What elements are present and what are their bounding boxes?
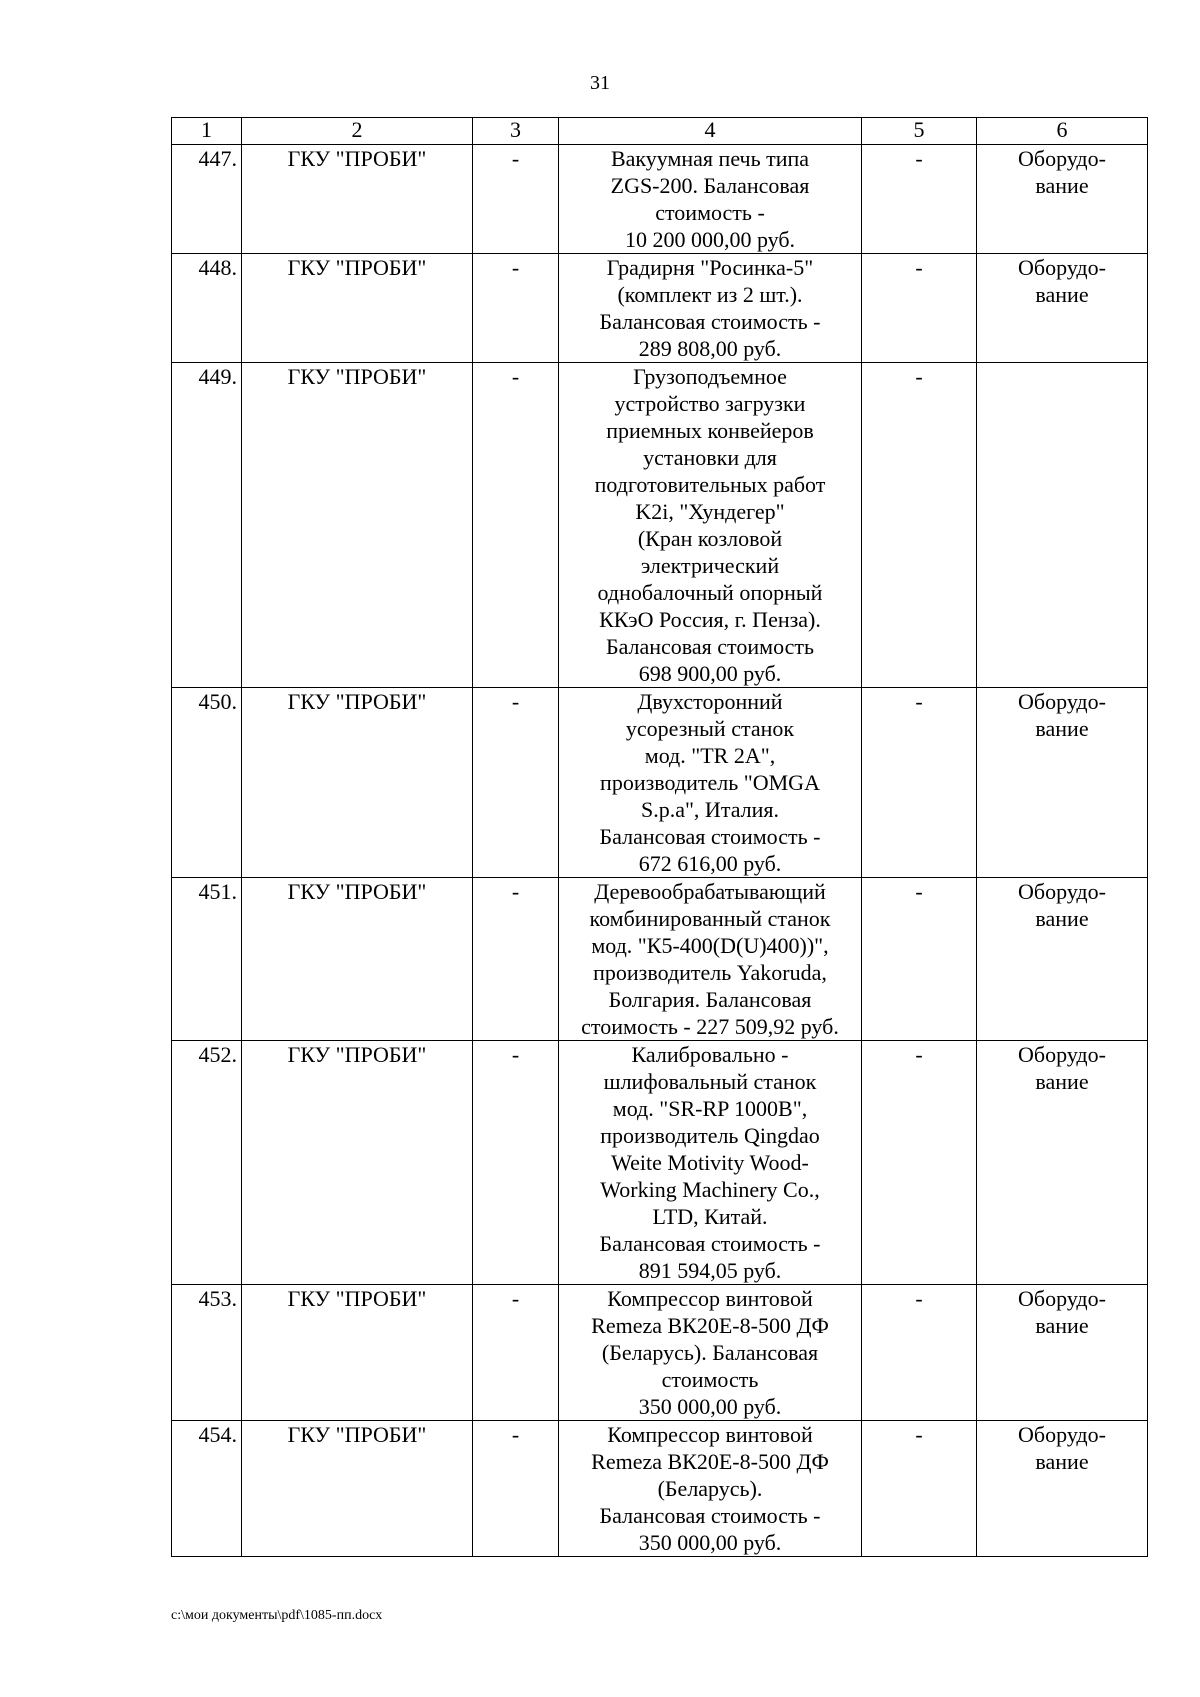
description-line: приемных конвейеров <box>606 418 814 443</box>
description-line: S.p.a", Италия. <box>640 797 780 822</box>
description-cell <box>559 363 862 688</box>
property-type-line: Оборудо- <box>1018 146 1106 171</box>
description-line: Грузоподъемное <box>633 364 787 389</box>
description-line: 289 808,00 руб. <box>638 336 782 361</box>
description-line: Балансовая стоимость - <box>599 824 821 849</box>
table-row <box>172 1041 1148 1285</box>
column-5-cell: - <box>862 1421 977 1557</box>
table-row <box>172 1285 1148 1421</box>
property-type-cell <box>977 145 1148 254</box>
property-type-line: Оборудо- <box>1018 255 1106 280</box>
description-line: LTD, Китай. <box>652 1204 768 1229</box>
description-line: подготовительных работ <box>594 472 826 497</box>
description-line: Болгария. Балансовая <box>608 987 812 1012</box>
header-col-5: 5 <box>862 118 977 145</box>
property-type-line: вание <box>1035 1069 1089 1094</box>
description-line: 698 900,00 руб. <box>638 661 782 686</box>
description-line: производитель Yakoruda, <box>593 960 827 985</box>
description-line: 891 594,05 руб. <box>638 1258 782 1283</box>
description-line: Компрессор винтовой <box>607 1422 813 1447</box>
property-type-cell <box>977 878 1148 1041</box>
description-line: (Беларусь). Балансовая <box>601 1340 819 1365</box>
description-line: Working Machinery Co., <box>600 1177 820 1202</box>
column-5-cell: - <box>862 1041 977 1285</box>
row-number: 454. <box>172 1421 242 1557</box>
description-line: Remeza ВК20Е-8-500 ДФ <box>591 1449 829 1474</box>
description-line: Калибровально - <box>631 1042 789 1067</box>
table-row <box>172 363 1148 688</box>
property-type-line: вание <box>1035 282 1089 307</box>
description-cell <box>559 145 862 254</box>
column-5-cell: - <box>862 254 977 363</box>
property-type-line: вание <box>1035 906 1089 931</box>
header-col-6: 6 <box>977 118 1148 145</box>
description-line: 672 616,00 руб. <box>638 851 782 876</box>
organization-cell: ГКУ "ПРОБИ" <box>242 145 473 254</box>
property-type-line: вание <box>1035 1313 1089 1338</box>
description-line: мод. "К5-400(D(U)400))", <box>591 933 829 958</box>
description-line: производитель "OMGA <box>600 770 820 795</box>
property-type-line: вание <box>1035 173 1089 198</box>
description-line: ZGS-200. Балансовая <box>610 173 810 198</box>
description-line: стоимость - <box>655 200 765 225</box>
description-line: Weite Motivity Wood- <box>611 1150 809 1175</box>
description-cell <box>559 878 862 1041</box>
table-row <box>172 254 1148 363</box>
description-line: Компрессор винтовой <box>607 1286 813 1311</box>
header-col-4: 4 <box>559 118 862 145</box>
description-cell <box>559 1421 862 1557</box>
table-row <box>172 688 1148 878</box>
column-3-cell: - <box>473 254 559 363</box>
description-cell <box>559 1285 862 1421</box>
header-row <box>172 118 1148 145</box>
property-type-line: Оборудо- <box>1018 1042 1106 1067</box>
description-line: Двухсторонний <box>637 689 783 714</box>
column-5-cell: - <box>862 145 977 254</box>
footer-file-path: c:\мои документы\pdf\1085-пп.docx <box>171 1608 383 1623</box>
property-type-cell <box>977 254 1148 363</box>
table-row <box>172 145 1148 254</box>
property-type-line: Оборудо- <box>1018 689 1106 714</box>
organization-cell: ГКУ "ПРОБИ" <box>242 1421 473 1557</box>
page-number: 31 <box>590 72 610 94</box>
description-line: Балансовая стоимость - <box>599 1503 821 1528</box>
table-header <box>172 118 1148 145</box>
description-line: комбинированный станок <box>589 906 831 931</box>
organization-cell: ГКУ "ПРОБИ" <box>242 363 473 688</box>
description-line: Балансовая стоимость - <box>599 1231 821 1256</box>
header-col-2: 2 <box>242 118 473 145</box>
row-number: 448. <box>172 254 242 363</box>
property-type-line: Оборудо- <box>1018 879 1106 904</box>
column-5-cell: - <box>862 688 977 878</box>
property-type-cell <box>977 1041 1148 1285</box>
property-table <box>171 117 1148 1557</box>
description-line: мод. "TR 2A", <box>644 743 776 768</box>
property-type-line: вание <box>1035 1449 1089 1474</box>
row-number: 449. <box>172 363 242 688</box>
description-line: усорезный станок <box>625 716 795 741</box>
column-3-cell: - <box>473 1041 559 1285</box>
column-5-cell: - <box>862 1285 977 1421</box>
description-cell <box>559 688 862 878</box>
row-number: 453. <box>172 1285 242 1421</box>
row-number: 450. <box>172 688 242 878</box>
property-type-line: Оборудо- <box>1018 1286 1106 1311</box>
description-line: Вакуумная печь типа <box>610 146 810 171</box>
description-line: Градирня "Росинка-5" <box>606 255 814 280</box>
description-line: Балансовая стоимость <box>605 634 815 659</box>
organization-cell: ГКУ "ПРОБИ" <box>242 688 473 878</box>
description-line: электрический <box>640 553 780 578</box>
column-3-cell: - <box>473 145 559 254</box>
organization-cell: ГКУ "ПРОБИ" <box>242 878 473 1041</box>
organization-cell: ГКУ "ПРОБИ" <box>242 1285 473 1421</box>
property-type-cell <box>977 1421 1148 1557</box>
column-3-cell: - <box>473 688 559 878</box>
table-row <box>172 1421 1148 1557</box>
row-number: 452. <box>172 1041 242 1285</box>
description-line: (комплект из 2 шт.). <box>617 282 803 307</box>
header-col-3: 3 <box>473 118 559 145</box>
property-type-cell <box>977 1285 1148 1421</box>
property-type-line: вание <box>1035 716 1089 741</box>
organization-cell: ГКУ "ПРОБИ" <box>242 254 473 363</box>
description-line: установки для <box>643 445 777 470</box>
description-line: 350 000,00 руб. <box>638 1530 782 1555</box>
table-body <box>172 145 1148 1557</box>
description-line: 350 000,00 руб. <box>638 1394 782 1419</box>
column-3-cell: - <box>473 878 559 1041</box>
description-line: (Кран козловой <box>637 526 783 551</box>
description-line: устройство загрузки <box>614 391 806 416</box>
row-number: 451. <box>172 878 242 1041</box>
description-line: (Беларусь). <box>657 1476 763 1501</box>
description-line: K2i, "Хундегер" <box>635 499 785 524</box>
column-3-cell: - <box>473 1421 559 1557</box>
organization-cell: ГКУ "ПРОБИ" <box>242 1041 473 1285</box>
row-number: 447. <box>172 145 242 254</box>
description-line: ККэО Россия, г. Пенза). <box>599 607 821 632</box>
description-line: мод. "SR-RP 1000B", <box>612 1096 808 1121</box>
description-line: Деревообрабатывающий <box>594 879 826 904</box>
column-5-cell: - <box>862 878 977 1041</box>
description-line: однобалочный опорный <box>597 580 823 605</box>
header-col-1: 1 <box>172 118 242 145</box>
description-line: Балансовая стоимость - <box>599 309 821 334</box>
column-3-cell: - <box>473 363 559 688</box>
column-3-cell: - <box>473 1285 559 1421</box>
table-row <box>172 878 1148 1041</box>
description-cell <box>559 1041 862 1285</box>
description-line: стоимость - 227 509,92 руб. <box>581 1014 839 1039</box>
column-5-cell: - <box>862 363 977 688</box>
description-line: производитель Qingdao <box>600 1123 820 1148</box>
property-type-line: Оборудо- <box>1018 1422 1106 1447</box>
description-line: 10 200 000,00 руб. <box>624 227 796 252</box>
description-line: Remeza ВК20Е-8-500 ДФ <box>591 1313 829 1338</box>
description-cell <box>559 254 862 363</box>
property-type-cell <box>977 688 1148 878</box>
description-line: стоимость <box>661 1367 759 1392</box>
property-type-cell <box>977 363 1148 688</box>
description-line: шлифовальный станок <box>603 1069 817 1094</box>
